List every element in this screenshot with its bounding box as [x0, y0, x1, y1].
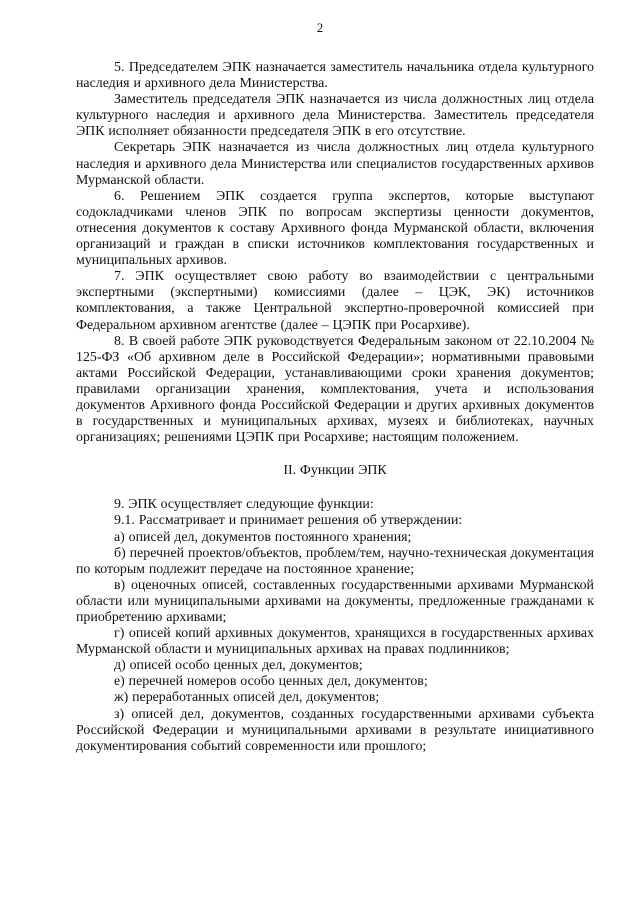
paragraph-5: 5. Председателем ЭПК назначается заместитель начальника отдела культурного наследия и архивного дела Министерства. [76, 60, 594, 92]
list-item-a: а) описей дел, документов постоянного хранения; [114, 529, 412, 545]
section-heading: II. Функции ЭПК [283, 463, 387, 479]
paragraph-9: 9. ЭПК осуществляет следующие функции: [114, 497, 374, 513]
paragraph-9-1: 9.1. Рассматривает и принимает решения об утверждении: [114, 513, 463, 529]
paragraph-6: 6. Решением ЭПК создается группа экспертов, которые выступают содокладчиками членов ЭПК по вопросам экспертизы ценности документов, отнесения документов к составу Архивного фонда Мурманской области, включения организаций и граждан в списки источников комплектования государственных и муниципальных архивов. [76, 188, 594, 269]
list-item-zh: ж) переработанных описей дел, документов; [114, 690, 380, 706]
list-item-g: г) описей копий архивных документов, хранящихся в государственных архивах Мурманской области и муниципальных архивах на правах подлинников; [76, 626, 594, 658]
list-item-v: в) оценочных описей, составленных государственными архивами Мурманской области или муниципальными архивами на документы, предложенные гражданами к приобретению архивами; [76, 577, 594, 625]
paragraph-secretary: Секретарь ЭПК назначается из числа должностных лиц отдела культурного наследия и архивного дела Министерства или специалистов государственных архивов Мурманской области. [76, 140, 594, 188]
list-item-d: д) описей особо ценных дел, документов; [114, 658, 363, 674]
paragraph-8: 8. В своей работе ЭПК руководствуется Федеральным законом от 22.10.2004 № 125-ФЗ «Об архивном деле в Российской Федерации»; нормативными правовыми актами Российской Федерации, устанавливающими сроки хранения документов; правилами организации хранения, комплектования, учета и использования документов Архивного фонда Российской Федерации и других архивных документов в государственных и муниципальных архивах, музеях и библиотеках, научных организациях; решениями ЦЭПК при Росархиве; настоящим положением. [76, 333, 594, 446]
paragraph-deputy-chair: Заместитель председателя ЭПК назначается из числа должностных лиц отдела культурного наследия и архивного дела Министерства. Заместитель председателя ЭПК исполняет обязанности председателя ЭПК в его отсутствие. [76, 92, 594, 140]
list-item-z: з) описей дел, документов, созданных государственными архивами субъекта Российской Федерации и муниципальными архивами в результате инициативного документирования событий современности или прошлого; [76, 706, 594, 754]
paragraph-7: 7. ЭПК осуществляет свою работу во взаимодействии с центральными экспертными (экспертными) комиссиями (далее – ЦЭК, ЭК) источников комплектования, а также Центральной экспертно-проверочной комиссией при Федеральном архивном агентстве (далее – ЦЭПК при Росархиве). [76, 269, 594, 333]
document-body [76, 60, 594, 755]
list-item-b: б) перечней проектов/объектов, проблем/тем, научно-техническая документация по которым подлежит передаче на постоянное хранение; [76, 545, 594, 577]
page-number: 2 [316, 20, 324, 35]
list-item-e: е) перечней номеров особо ценных дел, документов; [114, 674, 428, 690]
